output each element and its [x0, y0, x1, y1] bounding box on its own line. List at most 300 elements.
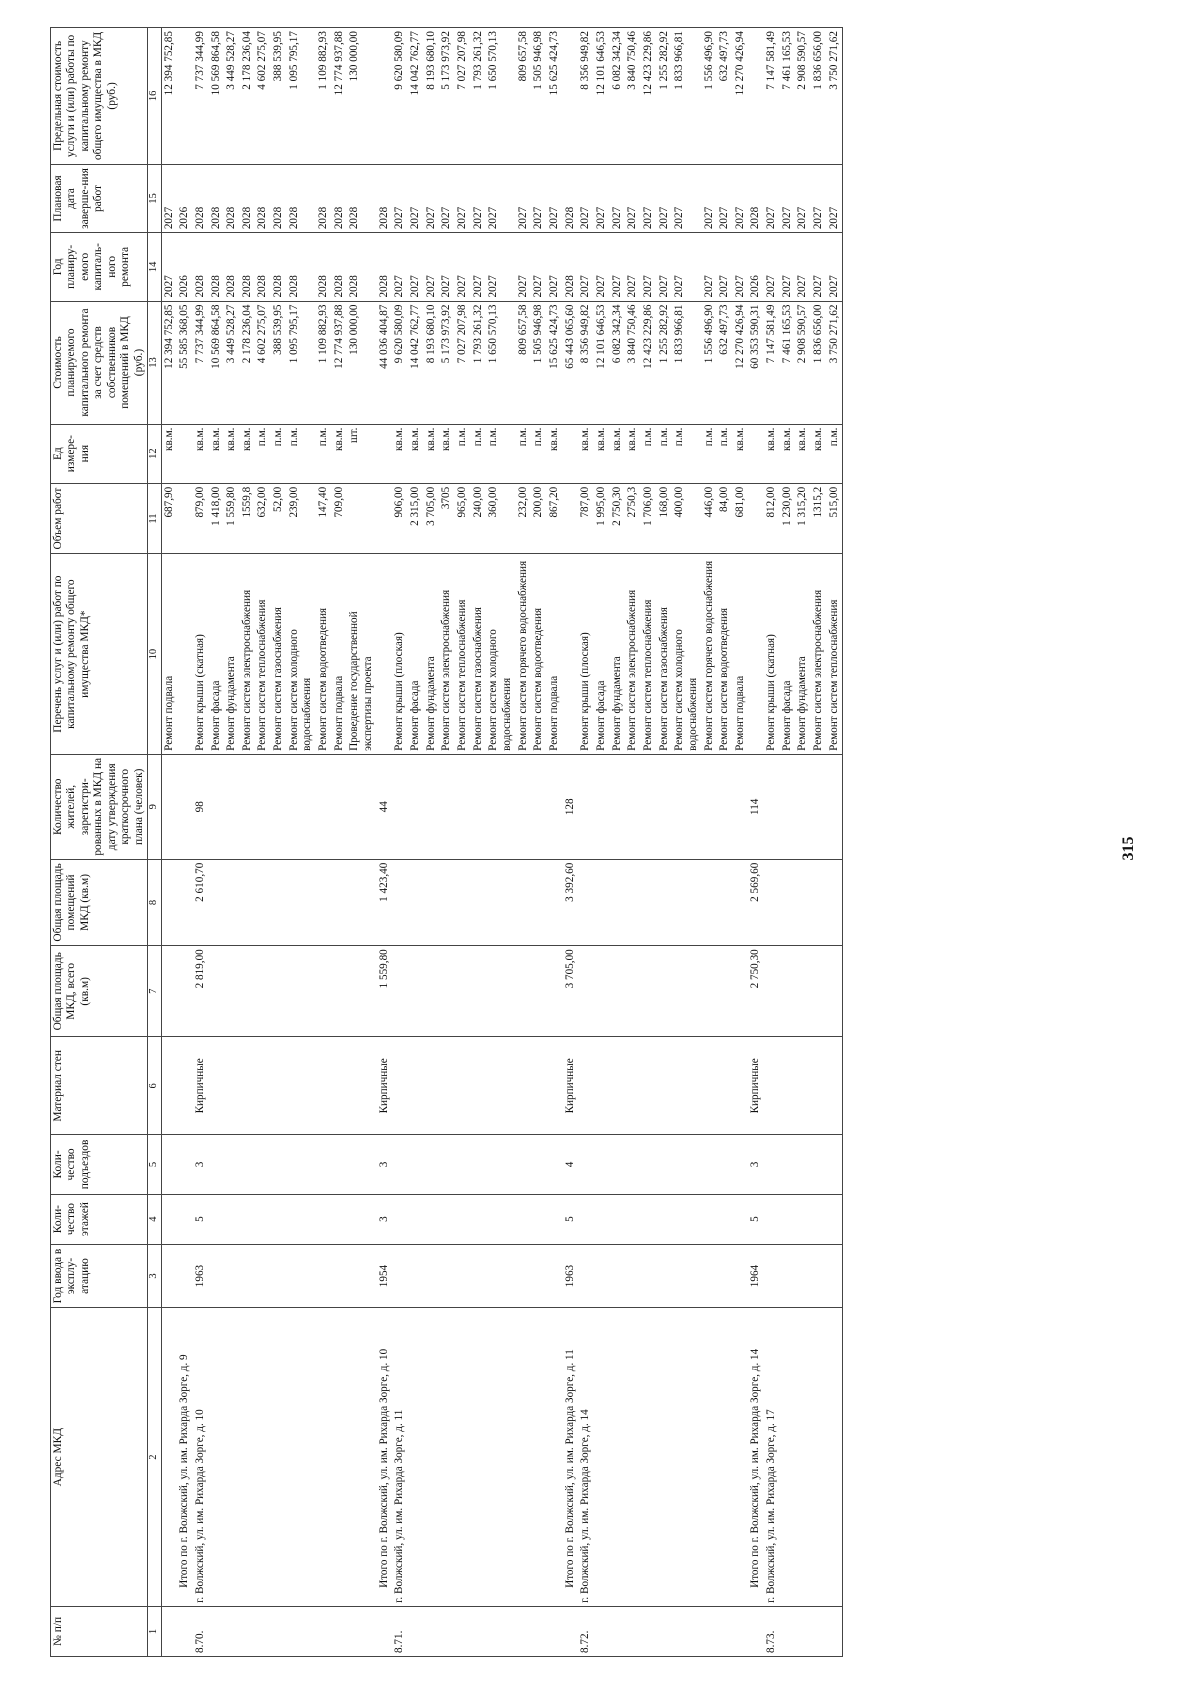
- cell-premises-area: 3 392,60: [563, 859, 579, 946]
- cell-work-volume: 1559,8: [240, 483, 256, 554]
- cell-residents: [161, 754, 177, 859]
- cell-wall-material: [224, 1037, 240, 1135]
- cell-total-area: [641, 946, 657, 1037]
- column-header-7: Общая площадь МКД, всего (кв.м): [51, 946, 148, 1037]
- cell-wall-material: [780, 1037, 796, 1135]
- cell-cost: 1 255 282,92: [657, 301, 673, 424]
- cell-completion-date: 2028: [748, 164, 764, 232]
- cell-entrances: [161, 1135, 177, 1194]
- cell-max-cost: 1 095 795,17: [287, 28, 316, 165]
- cell-unit: [177, 424, 193, 483]
- cell-residents: [240, 754, 256, 859]
- cell-cost: 7 027 207,98: [455, 301, 471, 424]
- cell-work-type: Ремонт систем газоснабжения: [271, 554, 287, 754]
- cell-year-built: [811, 1244, 827, 1308]
- cell-floors: [392, 1194, 408, 1244]
- cell-residents: [271, 754, 287, 859]
- cell-unit: кв.м.: [733, 424, 749, 483]
- cell-entrances: [641, 1135, 657, 1194]
- cell-row-number: [408, 1606, 424, 1656]
- cell-floors: [316, 1194, 332, 1244]
- column-header-11: Объем работ: [51, 483, 148, 554]
- cell-unit: п.м.: [287, 424, 316, 483]
- cell-work-volume: 84,00: [717, 483, 733, 554]
- cell-repair-year: 2026: [177, 233, 193, 301]
- cell-max-cost: 3 449 528,27: [224, 28, 240, 165]
- cell-floors: 5: [748, 1194, 764, 1244]
- cell-total-area: 2 819,00: [193, 946, 209, 1037]
- cell-work-type: Ремонт фасада: [780, 554, 796, 754]
- cell-completion-date: 2028: [193, 164, 209, 232]
- cell-repair-year: 2028: [377, 233, 393, 301]
- column-number-9: 9: [148, 754, 161, 859]
- cell-premises-area: 2 569,60: [748, 859, 764, 946]
- cell-floors: [610, 1194, 626, 1244]
- cell-row-number: [224, 1606, 240, 1656]
- cell-cost: 8 193 680,10: [424, 301, 440, 424]
- cell-unit: п.м.: [471, 424, 487, 483]
- cell-completion-date: 2026: [177, 164, 193, 232]
- cell-residents: [439, 754, 455, 859]
- cell-work-volume: 681,00: [733, 483, 749, 554]
- cell-floors: [177, 1194, 193, 1244]
- cell-floors: [657, 1194, 673, 1244]
- cell-wall-material: [209, 1037, 225, 1135]
- cell-work-volume: 3 705,00: [424, 483, 440, 554]
- table-row: [408, 28, 424, 1657]
- cell-premises-area: [347, 859, 376, 946]
- cell-premises-area: [733, 859, 749, 946]
- cell-row-number: [471, 1606, 487, 1656]
- cell-max-cost: 1 793 261,32: [471, 28, 487, 165]
- cell-residents: [177, 754, 193, 859]
- column-number-12: 12: [148, 424, 161, 483]
- column-number-13: 13: [148, 301, 161, 424]
- cell-address: г. Волжский, ул. им. Рихарда Зорге, д. 11: [392, 1308, 408, 1606]
- cell-cost: 3 750 271,62: [827, 301, 843, 424]
- cell-entrances: [547, 1135, 563, 1194]
- cell-total-area: [764, 946, 780, 1037]
- capital-repair-plan-table: [50, 27, 843, 1657]
- table-row: [332, 28, 348, 1657]
- cell-premises-area: [717, 859, 733, 946]
- cell-address: [641, 1308, 657, 1606]
- cell-work-type: Ремонт систем водоотведения: [316, 554, 332, 754]
- cell-year-built: [641, 1244, 657, 1308]
- cell-total-area: [255, 946, 271, 1037]
- cell-unit: кв.м.: [625, 424, 641, 483]
- cell-total-area: [717, 946, 733, 1037]
- table-row: [610, 28, 626, 1657]
- cell-work-type: Ремонт систем теплоснабжения: [641, 554, 657, 754]
- cell-total-area: [516, 946, 532, 1037]
- cell-work-type: Ремонт фасада: [408, 554, 424, 754]
- cell-work-type: Ремонт систем электроснабжения: [625, 554, 641, 754]
- cell-row-number: [287, 1606, 316, 1656]
- cell-row-number: [531, 1606, 547, 1656]
- cell-row-number: [811, 1606, 827, 1656]
- cell-entrances: [610, 1135, 626, 1194]
- cell-row-number: [717, 1606, 733, 1656]
- cell-repair-year: 2027: [717, 233, 733, 301]
- cell-floors: [811, 1194, 827, 1244]
- cell-repair-year: 2027: [408, 233, 424, 301]
- cell-floors: [516, 1194, 532, 1244]
- cell-max-cost: [563, 28, 579, 165]
- cell-unit: кв.м.: [610, 424, 626, 483]
- cell-wall-material: [424, 1037, 440, 1135]
- cell-entrances: [717, 1135, 733, 1194]
- cell-work-volume: 879,00: [193, 483, 209, 554]
- cell-residents: [408, 754, 424, 859]
- cell-premises-area: [641, 859, 657, 946]
- cell-completion-date: 2027: [672, 164, 701, 232]
- cell-work-volume: 1 418,00: [209, 483, 225, 554]
- cell-residents: [287, 754, 316, 859]
- table-row: [641, 28, 657, 1657]
- cell-wall-material: [486, 1037, 515, 1135]
- cell-address: г. Волжский, ул. им. Рихарда Зорге, д. 14: [578, 1308, 594, 1606]
- column-number-3: 3: [148, 1244, 161, 1308]
- cell-repair-year: 2027: [424, 233, 440, 301]
- cell-cost: 3 449 528,27: [224, 301, 240, 424]
- cell-cost: 12 270 426,94: [733, 301, 749, 424]
- cell-total-area: [224, 946, 240, 1037]
- cell-cost: 1 095 795,17: [287, 301, 316, 424]
- cell-premises-area: [455, 859, 471, 946]
- cell-entrances: [271, 1135, 287, 1194]
- cell-floors: [347, 1194, 376, 1244]
- cell-repair-year: 2027: [795, 233, 811, 301]
- cell-wall-material: [347, 1037, 376, 1135]
- cell-work-volume: 1 315,20: [795, 483, 811, 554]
- table-row: [209, 28, 225, 1657]
- cell-repair-year: 2027: [392, 233, 408, 301]
- cell-address: [657, 1308, 673, 1606]
- cell-total-area: [827, 946, 843, 1037]
- cell-residents: [531, 754, 547, 859]
- column-header-8: Общая площадь помещений МКД (кв.м): [51, 859, 148, 946]
- cell-cost: 1 793 261,32: [471, 301, 487, 424]
- cell-floors: [672, 1194, 701, 1244]
- cell-residents: 114: [748, 754, 764, 859]
- cell-floors: [439, 1194, 455, 1244]
- cell-address: [455, 1308, 471, 1606]
- cell-work-type: Ремонт систем теплоснабжения: [255, 554, 271, 754]
- cell-wall-material: [610, 1037, 626, 1135]
- table-row: [827, 28, 843, 1657]
- cell-wall-material: [332, 1037, 348, 1135]
- cell-year-built: [177, 1244, 193, 1308]
- cell-work-volume: 3705: [439, 483, 455, 554]
- cell-work-volume: 52,00: [271, 483, 287, 554]
- cell-max-cost: 2 178 236,04: [240, 28, 256, 165]
- cell-unit: п.м.: [271, 424, 287, 483]
- cell-floors: [594, 1194, 610, 1244]
- cell-repair-year: 2027: [531, 233, 547, 301]
- cell-entrances: [255, 1135, 271, 1194]
- cell-floors: [702, 1194, 718, 1244]
- cell-row-number: [486, 1606, 515, 1656]
- cell-repair-year: 2027: [641, 233, 657, 301]
- cell-premises-area: [177, 859, 193, 946]
- cell-wall-material: [733, 1037, 749, 1135]
- cell-repair-year: 2027: [610, 233, 626, 301]
- cell-max-cost: 7 737 344,99: [193, 28, 209, 165]
- cell-address: [240, 1308, 256, 1606]
- cell-floors: [641, 1194, 657, 1244]
- cell-premises-area: [392, 859, 408, 946]
- column-header-15: Плановая дата заверше-ния работ: [51, 164, 148, 232]
- column-header-16: Предельная стоимость услуги и (или) работы по капитальному ремонту общего имущества в МКД (руб.): [51, 28, 148, 165]
- cell-work-type: [748, 554, 764, 754]
- table-row: [594, 28, 610, 1657]
- cell-wall-material: [594, 1037, 610, 1135]
- cell-premises-area: [408, 859, 424, 946]
- table-row: [563, 28, 579, 1657]
- cell-completion-date: 2027: [610, 164, 626, 232]
- cell-repair-year: 2027: [486, 233, 515, 301]
- cell-entrances: [316, 1135, 332, 1194]
- cell-max-cost: 7 027 207,98: [455, 28, 471, 165]
- cell-address: [471, 1308, 487, 1606]
- column-number-15: 15: [148, 164, 161, 232]
- cell-repair-year: 2028: [347, 233, 376, 301]
- cell-premises-area: [424, 859, 440, 946]
- cell-unit: кв.м.: [424, 424, 440, 483]
- cell-work-volume: 1315,2: [811, 483, 827, 554]
- table-row: [733, 28, 749, 1657]
- cell-cost: 1 650 570,13: [486, 301, 515, 424]
- cell-completion-date: 2027: [439, 164, 455, 232]
- cell-work-type: Ремонт систем электроснабжения: [439, 554, 455, 754]
- cell-completion-date: 2028: [347, 164, 376, 232]
- cell-floors: [625, 1194, 641, 1244]
- cell-max-cost: 1 505 946,98: [531, 28, 547, 165]
- cell-completion-date: 2027: [717, 164, 733, 232]
- cell-row-number: [240, 1606, 256, 1656]
- cell-work-volume: 232,00: [516, 483, 532, 554]
- cell-row-number: [672, 1606, 701, 1656]
- cell-premises-area: [795, 859, 811, 946]
- table-row: [748, 28, 764, 1657]
- table-row: [161, 28, 177, 1657]
- cell-total-area: [455, 946, 471, 1037]
- cell-year-built: [610, 1244, 626, 1308]
- cell-year-built: [455, 1244, 471, 1308]
- cell-residents: [672, 754, 701, 859]
- cell-repair-year: 2028: [563, 233, 579, 301]
- cell-completion-date: 2027: [594, 164, 610, 232]
- cell-address: [224, 1308, 240, 1606]
- cell-total-area: [795, 946, 811, 1037]
- cell-work-volume: 906,00: [392, 483, 408, 554]
- cell-address: [439, 1308, 455, 1606]
- cell-floors: [578, 1194, 594, 1244]
- cell-wall-material: [625, 1037, 641, 1135]
- cell-year-built: [516, 1244, 532, 1308]
- cell-work-type: Ремонт крыши (плоская): [392, 554, 408, 754]
- cell-repair-year: 2028: [332, 233, 348, 301]
- cell-wall-material: [657, 1037, 673, 1135]
- cell-premises-area: [764, 859, 780, 946]
- cell-residents: [610, 754, 626, 859]
- cell-work-type: Ремонт систем горячего водоснабжения: [516, 554, 532, 754]
- cell-year-built: [764, 1244, 780, 1308]
- cell-max-cost: 1 556 496,90: [702, 28, 718, 165]
- cell-entrances: [455, 1135, 471, 1194]
- cell-address: [209, 1308, 225, 1606]
- cell-address: [795, 1308, 811, 1606]
- cell-floors: [161, 1194, 177, 1244]
- cell-total-area: [424, 946, 440, 1037]
- cell-row-number: [594, 1606, 610, 1656]
- cell-total-area: [439, 946, 455, 1037]
- cell-year-built: 1963: [563, 1244, 579, 1308]
- cell-total-area: [672, 946, 701, 1037]
- cell-entrances: [780, 1135, 796, 1194]
- table-row: [177, 28, 193, 1657]
- cell-premises-area: [439, 859, 455, 946]
- cell-completion-date: 2028: [316, 164, 332, 232]
- cell-cost: 6 082 342,34: [610, 301, 626, 424]
- column-header-6: Материал стен: [51, 1037, 148, 1135]
- cell-total-area: 1 559,80: [377, 946, 393, 1037]
- cell-wall-material: [455, 1037, 471, 1135]
- table-row: [439, 28, 455, 1657]
- cell-address: [287, 1308, 316, 1606]
- cell-max-cost: 2 908 590,57: [795, 28, 811, 165]
- cell-unit: шт.: [347, 424, 376, 483]
- column-header-2: Адрес МКД: [51, 1308, 148, 1606]
- cell-entrances: [224, 1135, 240, 1194]
- cell-premises-area: [625, 859, 641, 946]
- cell-cost: 8 356 949,82: [578, 301, 594, 424]
- cell-floors: [547, 1194, 563, 1244]
- cell-cost: 632 497,73: [717, 301, 733, 424]
- cell-row-number: [377, 1606, 393, 1656]
- cell-year-built: [547, 1244, 563, 1308]
- cell-max-cost: 1 650 570,13: [486, 28, 515, 165]
- cell-entrances: [657, 1135, 673, 1194]
- cell-year-built: [625, 1244, 641, 1308]
- cell-floors: [795, 1194, 811, 1244]
- cell-unit: кв.м.: [193, 424, 209, 483]
- cell-work-volume: 360,00: [486, 483, 515, 554]
- cell-floors: [271, 1194, 287, 1244]
- cell-address: [161, 1308, 177, 1606]
- table-row: [672, 28, 701, 1657]
- cell-wall-material: [177, 1037, 193, 1135]
- cell-repair-year: 2028: [316, 233, 332, 301]
- cell-unit: кв.м.: [578, 424, 594, 483]
- cell-total-area: [392, 946, 408, 1037]
- cell-residents: [578, 754, 594, 859]
- cell-max-cost: [177, 28, 193, 165]
- cell-work-type: Ремонт систем теплоснабжения: [455, 554, 471, 754]
- cell-row-number: [733, 1606, 749, 1656]
- cell-total-area: [332, 946, 348, 1037]
- cell-address: [610, 1308, 626, 1606]
- cell-repair-year: 2027: [733, 233, 749, 301]
- cell-year-built: [316, 1244, 332, 1308]
- cell-completion-date: 2027: [702, 164, 718, 232]
- page-number: 315: [1120, 836, 1137, 861]
- cell-max-cost: 809 657,58: [516, 28, 532, 165]
- column-number-6: 6: [148, 1037, 161, 1135]
- cell-address: [672, 1308, 701, 1606]
- table-row: [795, 28, 811, 1657]
- table-row: [224, 28, 240, 1657]
- cell-work-type: [177, 554, 193, 754]
- cell-address: г. Волжский, ул. им. Рихарда Зорге, д. 10: [193, 1308, 209, 1606]
- cell-unit: п.м.: [717, 424, 733, 483]
- cell-work-volume: 867,20: [547, 483, 563, 554]
- cell-work-volume: 812,00: [764, 483, 780, 554]
- cell-year-built: [392, 1244, 408, 1308]
- cell-premises-area: [287, 859, 316, 946]
- cell-cost: 809 657,58: [516, 301, 532, 424]
- cell-year-built: [439, 1244, 455, 1308]
- cell-entrances: [795, 1135, 811, 1194]
- cell-work-volume: 709,00: [332, 483, 348, 554]
- cell-address: Итого по г. Волжский, ул. им. Рихарда Зорге, д. 10: [377, 1308, 393, 1606]
- cell-entrances: [347, 1135, 376, 1194]
- cell-address: [255, 1308, 271, 1606]
- cell-completion-date: 2027: [657, 164, 673, 232]
- cell-unit: кв.м.: [224, 424, 240, 483]
- cell-work-type: Ремонт фасада: [209, 554, 225, 754]
- cell-row-number: 8.72.: [578, 1606, 594, 1656]
- cell-entrances: 3: [377, 1135, 393, 1194]
- cell-max-cost: [377, 28, 393, 165]
- cell-entrances: [209, 1135, 225, 1194]
- cell-year-built: [240, 1244, 256, 1308]
- cell-work-volume: [377, 483, 393, 554]
- cell-wall-material: [531, 1037, 547, 1135]
- cell-premises-area: [827, 859, 843, 946]
- cell-cost: 15 625 424,73: [547, 301, 563, 424]
- cell-work-volume: 1 995,00: [594, 483, 610, 554]
- cell-year-built: [287, 1244, 316, 1308]
- cell-year-built: 1954: [377, 1244, 393, 1308]
- column-number-10: 10: [148, 554, 161, 754]
- cell-residents: 98: [193, 754, 209, 859]
- cell-year-built: [332, 1244, 348, 1308]
- cell-work-volume: [177, 483, 193, 554]
- cell-year-built: [780, 1244, 796, 1308]
- cell-repair-year: 2028: [209, 233, 225, 301]
- cell-cost: 1 556 496,90: [702, 301, 718, 424]
- column-header-1: № п/п: [51, 1606, 148, 1656]
- cell-work-type: Ремонт фундамента: [610, 554, 626, 754]
- cell-unit: п.м.: [641, 424, 657, 483]
- cell-total-area: [209, 946, 225, 1037]
- cell-wall-material: [240, 1037, 256, 1135]
- cell-premises-area: [255, 859, 271, 946]
- cell-entrances: [578, 1135, 594, 1194]
- cell-cost: 12 394 752,85: [161, 301, 177, 424]
- cell-residents: [486, 754, 515, 859]
- cell-unit: п.м.: [486, 424, 515, 483]
- cell-row-number: [563, 1606, 579, 1656]
- table-row: [702, 28, 718, 1657]
- cell-residents: [424, 754, 440, 859]
- cell-premises-area: [657, 859, 673, 946]
- cell-wall-material: [471, 1037, 487, 1135]
- cell-wall-material: [316, 1037, 332, 1135]
- cell-unit: п.м.: [827, 424, 843, 483]
